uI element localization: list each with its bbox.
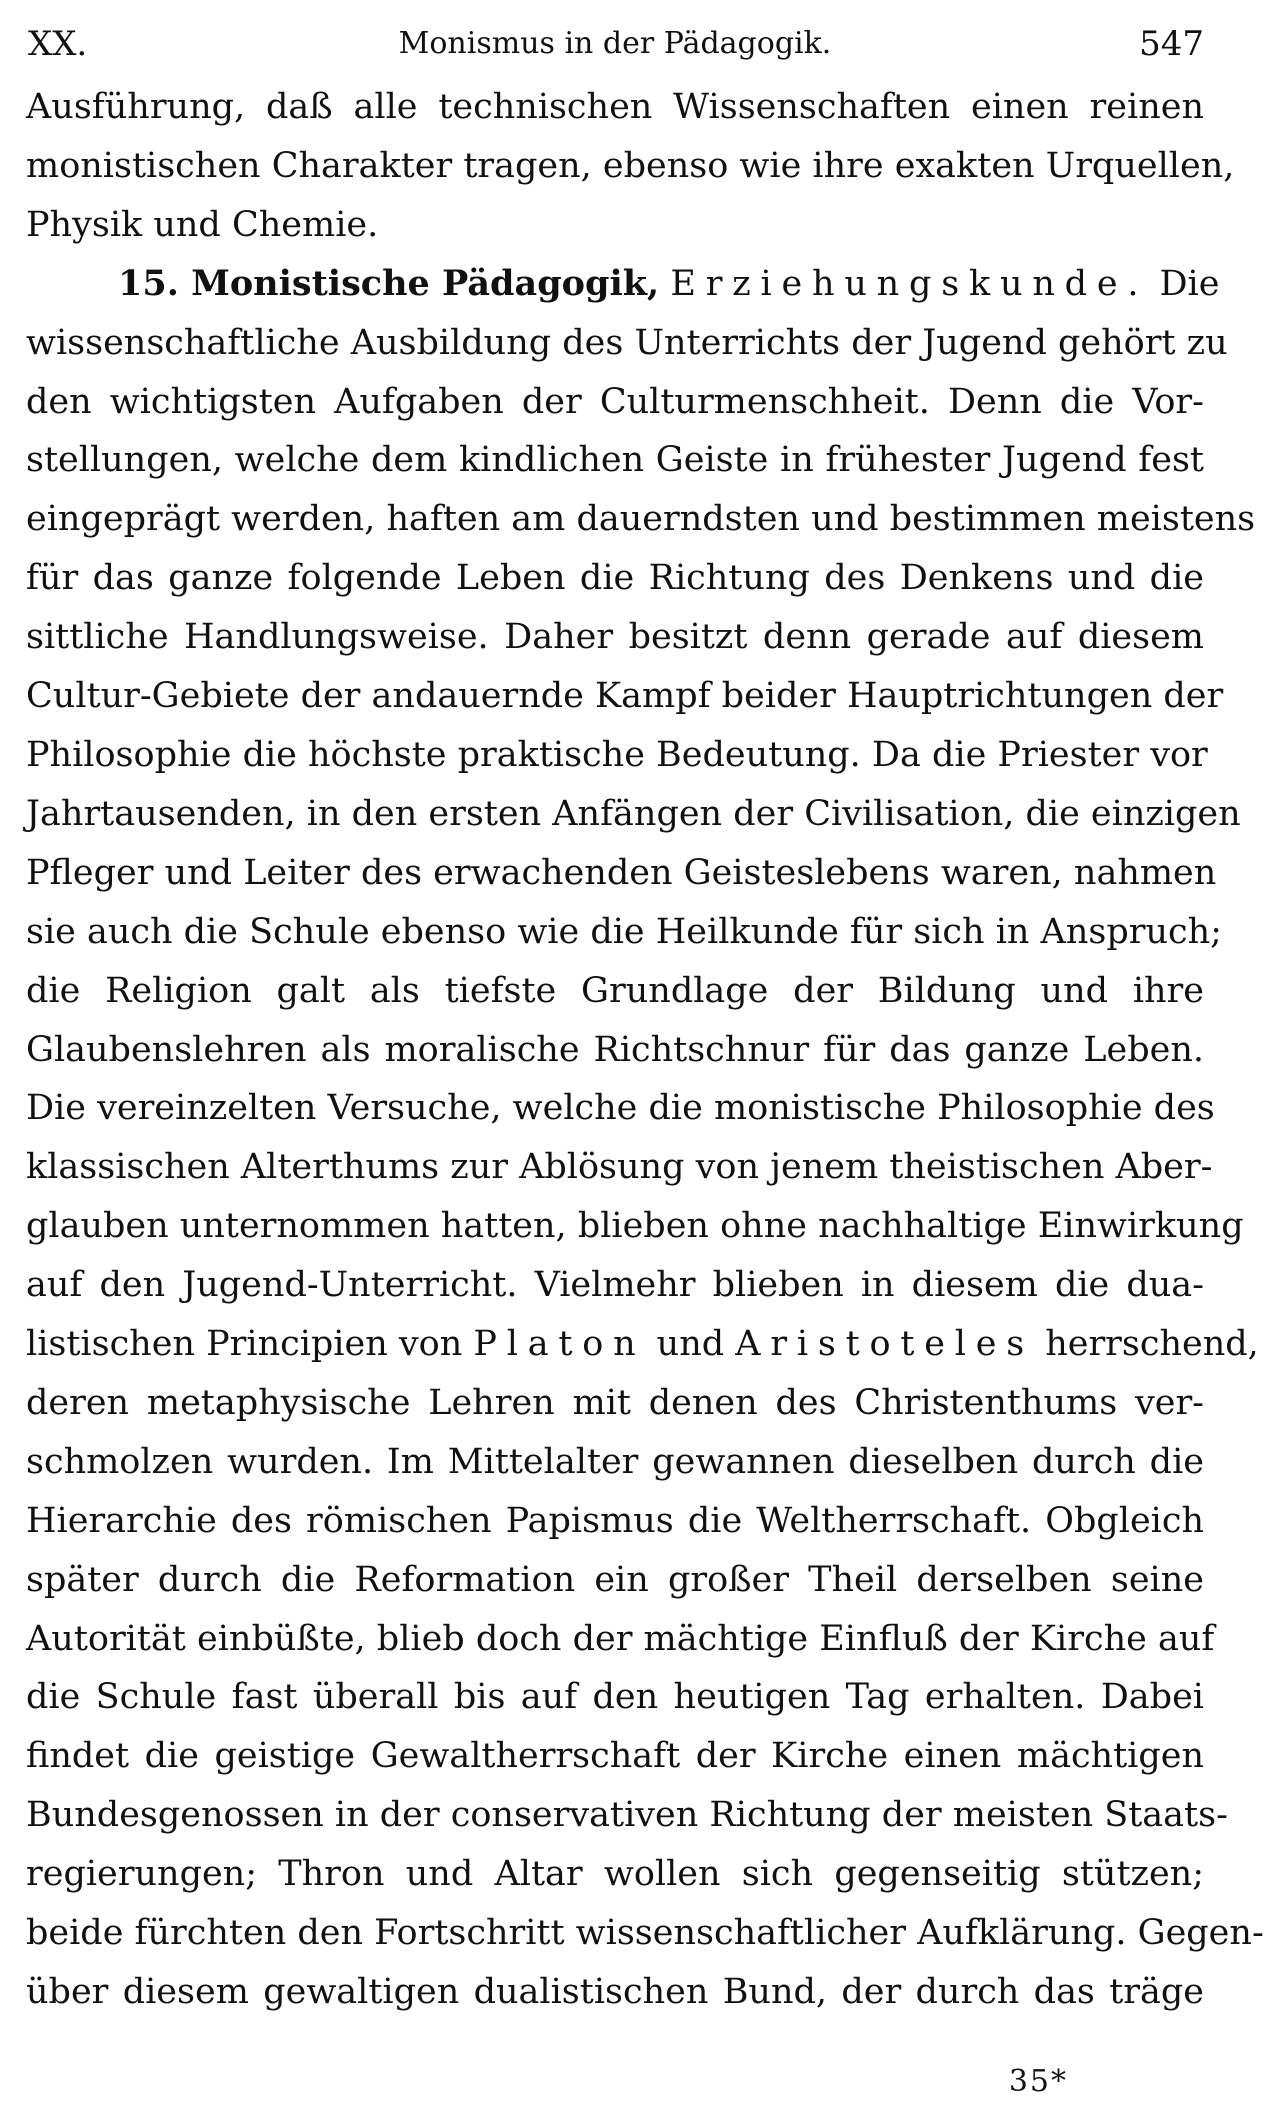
text-line: über diesem gewaltigen dualistischen Bund, der durch das träge [26, 1972, 1204, 2012]
page-number: 547 [1139, 24, 1204, 64]
text-line: die Religion galt als tiefste Grundlage der Bildung und ihre [26, 970, 1204, 1011]
text-line: Glaubenslehren als moralische Richtschnur für das ganze Leben. [26, 1029, 1204, 1070]
text-line: sittliche Handlungsweise. Daher besitzt denn gerade auf diesem [26, 617, 1204, 658]
text-fragment: und [656, 1324, 725, 1365]
text-line: für das ganze folgende Leben die Richtung des Denkens und die [26, 558, 1204, 599]
text-fragment: herrschend, [1045, 1324, 1259, 1365]
text-line: Hierarchie des römischen Papismus die Weltherrschaft. Obgleich [26, 1500, 1204, 1541]
text-line: Physik und Chemie. [26, 204, 379, 245]
text-line: Autorität einbüßte, blieb doch der mächtige Einfluß der Kirche auf [26, 1618, 1215, 1659]
text-line: schmolzen wurden. Im Mittelalter gewannen dieselben durch die [26, 1441, 1204, 1482]
section-heading: 15. Monistische Pädagogik, [118, 262, 660, 304]
text-line: den wichtigsten Aufgaben der Culturmenschheit. Denn die Vor- [26, 381, 1204, 422]
body-text [26, 78, 1264, 2022]
text-line: Philosophie die höchste praktische Bedeutung. Da die Priester vor [26, 734, 1208, 775]
text-line: glauben unternommen hatten, blieben ohne nachhaltige Einwirkung [26, 1206, 1244, 1247]
signature-mark: 35* [1008, 2064, 1068, 2099]
text-line: findet die geistige Gewaltherrschaft der Kirche einen mächtigen [26, 1736, 1204, 1777]
text-line [26, 1315, 1259, 1374]
text-line: Pfleger und Leiter des erwachenden Geisteslebens waren, nahmen [26, 852, 1217, 893]
section-heading-line [26, 255, 1220, 314]
text-line: eingeprägt werden, haften am dauerndsten und bestimmen meistens [26, 499, 1256, 540]
text-line: auf den Jugend-Unterricht. Vielmehr blieben in diesem die dua- [26, 1265, 1204, 1306]
text-line: monistischen Charakter tragen, ebenso wie ihre exakten Urquellen, [26, 145, 1235, 186]
running-header [26, 14, 1204, 74]
running-title: Monismus in der Pädagogik. [398, 26, 832, 61]
text-line: stellungen, welche dem kindlichen Geiste in frühester Jugend fest [26, 440, 1204, 481]
section-subtitle: Erziehungskunde. [670, 263, 1149, 304]
text-line: wissenschaftliche Ausbildung des Unterrichts der Jugend gehört zu [26, 322, 1228, 363]
text-line: später durch die Reformation ein großer Theil derselben seine [26, 1559, 1204, 1600]
text-line: klassischen Alterthums zur Ablösung von jenem theistischen Aber- [26, 1147, 1213, 1188]
text-line: deren metaphysische Lehren mit denen des Christenthums ver- [26, 1382, 1204, 1423]
text-line: Ausführung, daß alle technischen Wissenschaften einen reinen [26, 87, 1204, 127]
text-line: die Schule fast überall bis auf den heutigen Tag erhalten. Dabei [26, 1677, 1204, 1718]
text-line: beide fürchten den Fortschritt wissenschaftlicher Aufklärung. Gegen- [26, 1913, 1264, 1954]
text-fragment: Die [1159, 263, 1220, 304]
book-page [26, 14, 1264, 2104]
text-fragment: listischen Principien von [26, 1324, 463, 1365]
text-line: Die vereinzelten Versuche, welche die monistische Philosophie des [26, 1088, 1215, 1129]
name-aristoteles: Aristoteles [735, 1324, 1035, 1365]
text-line: Jahrtausenden, in den ersten Anfängen der Civilisation, die einzigen [26, 793, 1241, 834]
text-line: Bundesgenossen in der conservativen Richtung der meisten Staats- [26, 1795, 1228, 1836]
text-line: regierungen; Thron und Altar wollen sich gegenseitig stützen; [26, 1854, 1204, 1895]
name-platon: Platon [473, 1324, 646, 1365]
chapter-number: XX. [28, 24, 88, 64]
text-line: sie auch die Schule ebenso wie die Heilkunde für sich in Anspruch; [26, 911, 1222, 952]
text-line: Cultur-Gebiete der andauernde Kampf beider Hauptrichtungen der [26, 676, 1224, 717]
